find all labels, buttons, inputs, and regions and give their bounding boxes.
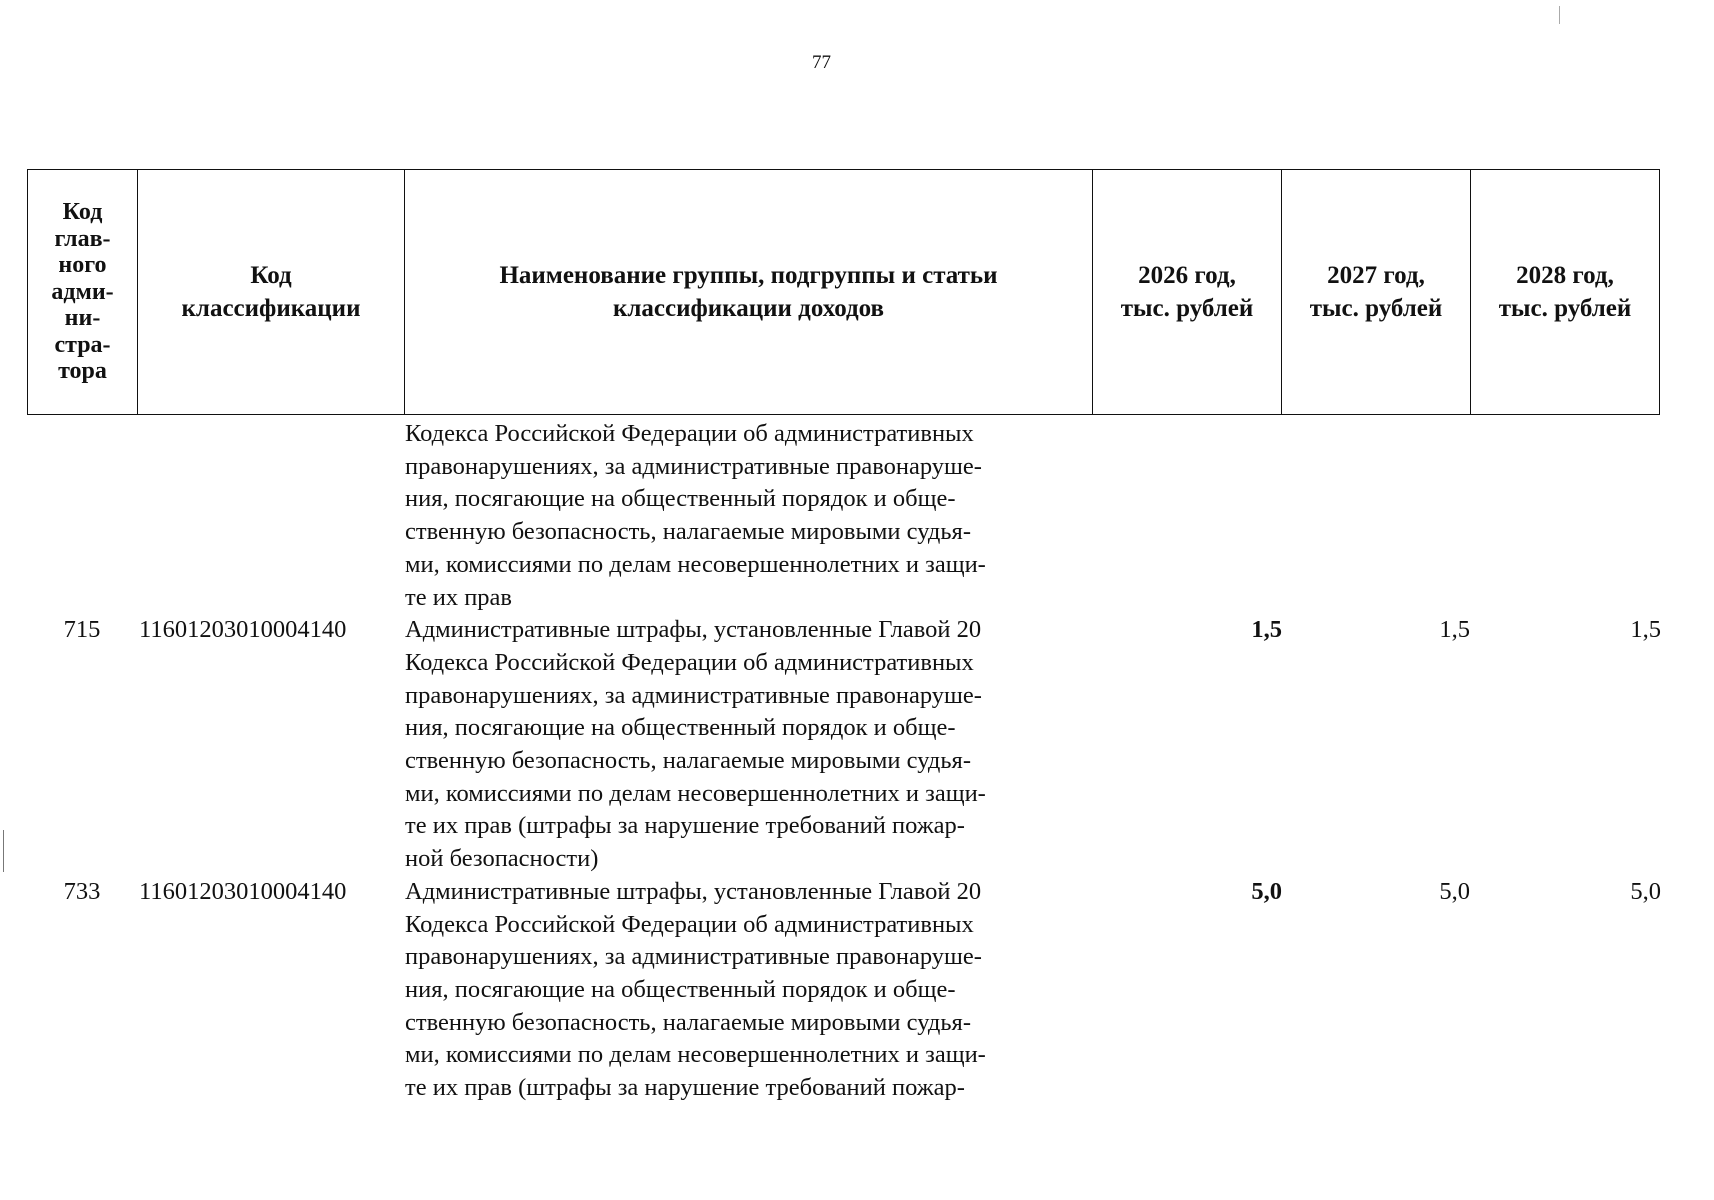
value-2026-cell: 5,0 <box>1251 877 1282 905</box>
header-2028 <box>1471 170 1660 415</box>
header-line: 2027 год, <box>1327 262 1425 289</box>
header-2026 <box>1093 170 1282 415</box>
header-name <box>405 170 1093 415</box>
value-2027-cell: 5,0 <box>1439 877 1470 905</box>
header-line: 2026 год, <box>1138 262 1236 289</box>
revenue-name-line: ния, посягающие на общественный порядок и обще- <box>405 975 956 1003</box>
revenue-name-line: ми, комиссиями по делам несовершеннолетних и защи- <box>405 1041 986 1069</box>
revenue-name-cell <box>405 876 1095 1105</box>
header-admin-line: тора <box>58 358 107 385</box>
header-line: классификации <box>181 295 361 322</box>
scan-artifact <box>3 830 4 872</box>
table-body <box>0 418 1714 1105</box>
revenue-name-line: правонарушениях, за административные правонаруше- <box>405 943 982 971</box>
revenue-name-line: Кодекса Российской Федерации об административных <box>405 648 974 676</box>
revenue-name-line: Кодекса Российской Федерации об административных <box>405 910 974 938</box>
revenue-name-line: те их прав <box>405 583 512 611</box>
value-2026-cell: 1,5 <box>1251 616 1282 644</box>
header-admin-line: Код <box>62 199 103 226</box>
revenue-name-line: ния, посягающие на общественный порядок и обще- <box>405 485 956 513</box>
revenue-name-line: те их прав (штрафы за нарушение требований пожар- <box>405 812 965 840</box>
revenue-name-line: ми, комиссиями по делам несовершеннолетних и защи- <box>405 550 986 578</box>
scan-artifact <box>1559 6 1560 24</box>
revenue-name-line: Административные штрафы, установленные Главой 20 <box>405 616 982 644</box>
table-row <box>0 876 1714 1105</box>
revenue-name-line: Административные штрафы, установленные Главой 20 <box>405 877 982 905</box>
header-admin-line: ни- <box>64 305 101 332</box>
page-number: 77 <box>812 52 831 73</box>
table-header <box>27 169 1660 415</box>
revenue-name-line: те их прав (штрафы за нарушение требований пожар- <box>405 1074 965 1102</box>
header-line: тыс. рублей <box>1309 295 1443 322</box>
header-admin-line: стра- <box>54 331 111 358</box>
revenue-name-line: ния, посягающие на общественный порядок и обще- <box>405 714 956 742</box>
revenue-name-line: ственную безопасность, налагаемые мировыми судья- <box>405 518 971 546</box>
header-admin-line: глав- <box>54 225 111 252</box>
revenue-name-line: ственную безопасность, налагаемые мировыми судья- <box>405 747 971 775</box>
header-line: 2028 год, <box>1516 262 1614 289</box>
header-admin-line: ного <box>58 252 107 279</box>
revenue-name-line: правонарушениях, за административные правонаруше- <box>405 681 982 709</box>
value-2028-cell: 1,5 <box>1630 616 1661 644</box>
header-class-code <box>138 170 405 415</box>
value-2027-cell: 1,5 <box>1439 616 1470 644</box>
class-code-cell: 11601203010004140 <box>139 616 347 644</box>
revenue-name-line: Кодекса Российской Федерации об административных <box>405 420 974 447</box>
header-line: Наименование группы, подгруппы и статьи <box>499 262 998 289</box>
revenue-name-line: ми, комиссиями по делам несовершеннолетних и защи- <box>405 779 986 807</box>
header-line: Код <box>250 262 292 289</box>
class-code-cell: 11601203010004140 <box>139 877 347 905</box>
revenue-name-line: ной безопасности) <box>405 845 599 873</box>
header-admin-code <box>28 170 138 415</box>
admin-code-cell: 733 <box>63 877 101 905</box>
revenue-name-cell <box>405 418 1095 614</box>
table-row <box>0 614 1714 876</box>
header-line: классификации доходов <box>612 295 885 322</box>
header-admin-line: адми- <box>51 278 114 305</box>
admin-code-cell: 715 <box>63 616 101 644</box>
header-line: тыс. рублей <box>1498 295 1632 322</box>
header-line: тыс. рублей <box>1120 295 1254 322</box>
value-2028-cell: 5,0 <box>1630 877 1661 905</box>
revenue-name-line: ственную безопасность, налагаемые мировыми судья- <box>405 1008 971 1036</box>
revenue-name-line: правонарушениях, за административные правонаруше- <box>405 452 982 480</box>
header-2027 <box>1282 170 1471 415</box>
revenue-name-cell <box>405 614 1095 876</box>
table-row <box>0 418 1714 614</box>
